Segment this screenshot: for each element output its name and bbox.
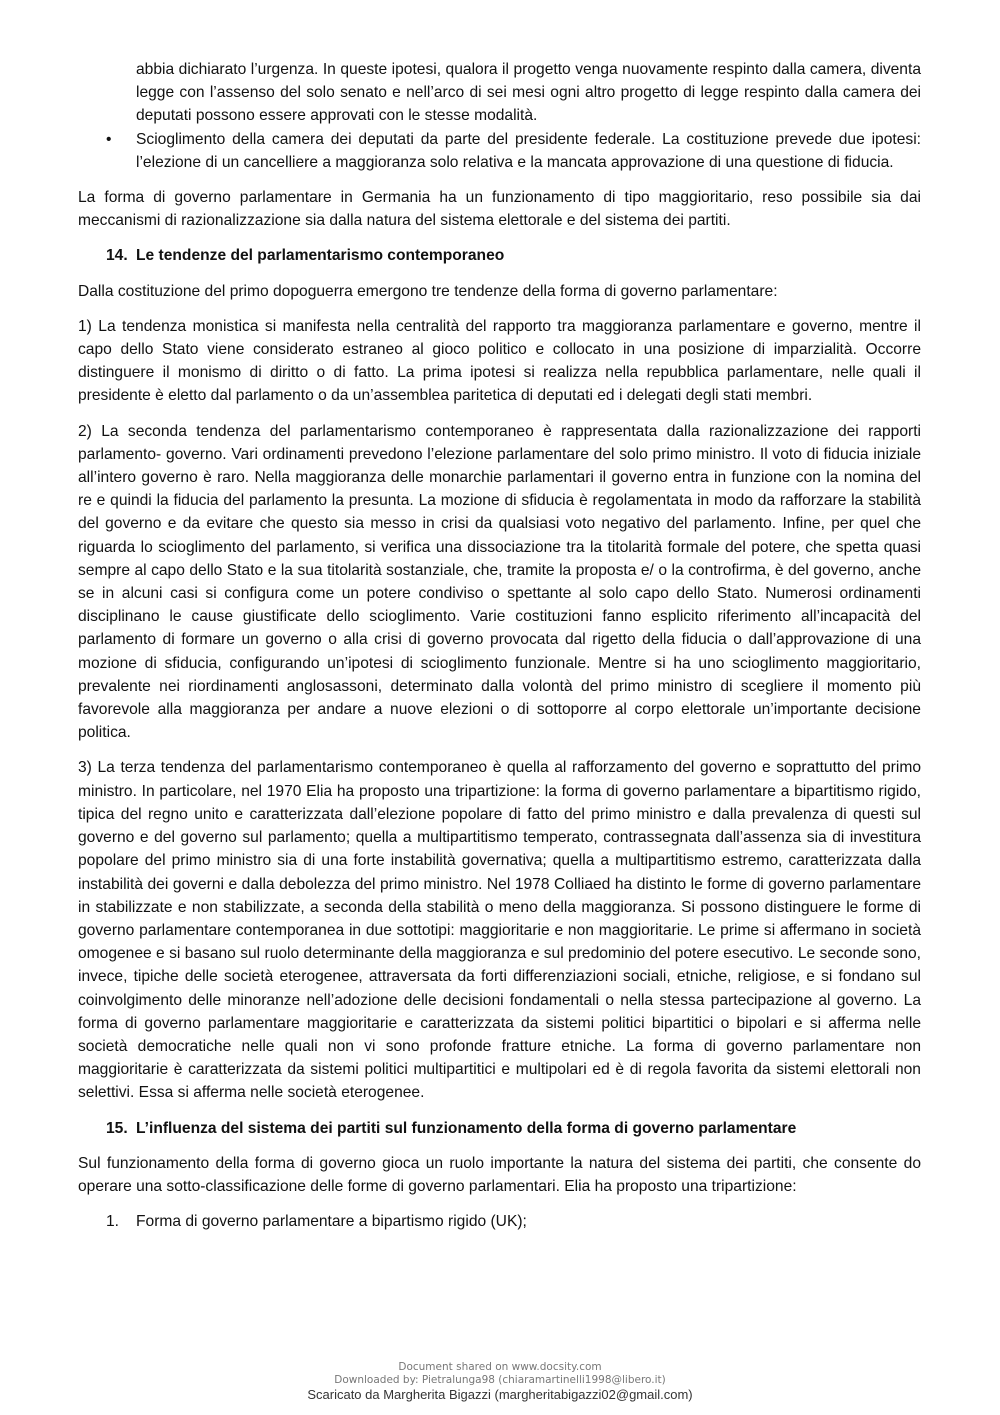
section-heading-14	[78, 244, 921, 267]
list-item-text: Forma di governo parlamentare a bipartismo rigido (UK);	[136, 1213, 527, 1231]
bullet-text: Scioglimento della camera dei deputati da parte del presidente federale. La costituzione prevede due ipotesi: l’elezione di un cancelliere a maggioranza solo relativa e la mancata approvazione di una questione di fiducia.	[136, 130, 921, 171]
footer-scaricato-line: Scaricato da Margherita Bigazzi (margheritabigazzi02@gmail.com)	[307, 1387, 693, 1402]
footer-downloaded-line: Downloaded by: Pietralunga98 (chiaramartinelli1998@libero.it)	[334, 1374, 666, 1386]
continuation-paragraph: abbia dichiarato l’urgenza. In queste ipotesi, qualora il progetto venga nuovamente respinto dalla camera, diventa legge con l’assenso del solo senato e nell’arco di sei mesi ogni altro progetto di legge respinto dalla camera dei deputati possono essere approvati con le stesse modalità.	[136, 61, 921, 125]
tendency-2-paragraph: 2) La seconda tendenza del parlamentarismo contemporaneo è rappresentata dalla razionalizzazione dei rapporti parlamento- governo. Vari ordinamenti prevedono l’elezione parlamentare del solo primo ministro. Il voto di fiducia iniziale all’intero governo è raro. Nella maggioranza delle monarchie parlamentari il governo entra in funzione con la nomina del re e quindi la fiducia del parlamento la presunta. La mozione di sfiducia è regolamentata in modo da rafforzare la stabilità del governo e da evitare che questo sia messo in crisi da qualsiasi voto negativo del parlamento. Infine, per quel che riguarda lo scioglimento del parlamento, si verifica una dissociazione tra la titolarità formale del potere, che spetta quasi sempre al capo dello Stato e la sua titolarità sostanziale, che, tramite la proposta e/ o la controfirma, è del governo, anche se in alcuni casi si configura come un potere condiviso o spettante al solo capo dello Stato. Numerosi ordinamenti disciplinano le cause giustificate dello scioglimento. Varie costituzioni fanno esplicito riferimento all’incapacità del parlamento di formare un governo o alla crisi di governo provocata dal rigetto della fiducia o dall’approvazione di una mozione di sfiducia, configurando un’ipotesi di scioglimento funzionale. Mentre si ha uno scioglimento maggioritario, prevalente nei riordinamenti anglosassoni, determinato dalla volontà del primo ministro di scegliere il momento più favorevole alla maggioranza per andare a nuove elezioni o di sottoporre al corpo elettorale un’importante decisione politica.	[78, 422, 921, 742]
intro-paragraph: Dalla costituzione del primo dopoguerra emergono tre tendenze della forma di governo parlamentare:	[78, 282, 778, 300]
section-number: 15.	[106, 1119, 128, 1137]
germany-paragraph: La forma di governo parlamentare in Germania ha un funzionamento di tipo maggioritario, reso possibile sia dai meccanismi di razionalizzazione sia dalla natura del sistema elettorale e del sistema dei partiti.	[78, 189, 921, 230]
bullet-icon: •	[106, 130, 112, 148]
document-page	[78, 58, 921, 1233]
numbered-list-item	[78, 1210, 921, 1233]
intro-paragraph: Sul funzionamento della forma di governo gioca un ruolo importante la natura del sistema dei partiti, che consente do operare una sotto-classificazione delle forme di governo parlamentari. Elia ha proposto una tripartizione:	[78, 1154, 921, 1195]
page-footer	[0, 1361, 1000, 1402]
footer-docsity-line: Document shared on www.docsity.com	[398, 1361, 602, 1373]
section-title: Le tendenze del parlamentarismo contemporaneo	[136, 247, 505, 265]
bullet-item	[78, 128, 921, 174]
section-heading-15	[78, 1117, 921, 1140]
tendency-3-paragraph: 3) La terza tendenza del parlamentarismo contemporaneo è quella al rafforzamento del governo e soprattutto del primo ministro. In particolare, nel 1970 Elia ha proposto una tripartizione: la forma di governo parlamentare a bipartitismo rigido, tipica del regno unito e caratterizzata dall’elezione popolare di fatto del primo ministro e dalla prevalenza di questi sul governo e del governo sul parlamento; quella a multipartitismo temperato, contrassegnata dall’assenza sia di investitura popolare del primo ministro sia di una forte instabilità governativa; quella a multipartitismo estremo, caratterizzata dalla instabilità dei governi e dalla debolezza del primo ministro. Nel 1978 Colliaed ha distinto le forme di governo parlamentare in stabilizzate e non stabilizzate, a seconda della stabilità o meno della maggioranza. Si possono distinguere le forme di governo parlamentare contemporanea in due sottotipi: maggioritarie e non maggioritarie. Le prime si affermano in società omogenee e si basano sul ruolo determinante della maggioranza e sul predominio del potere esecutivo. Le seconde sono, invece, tipiche delle società eterogenee, attraversata da forti differenziazioni sociali, etniche, religiose, e si fondano sul coinvolgimento delle minoranze nell’adozione delle decisioni fondamentali o nella stessa partecipazione al governo. La forma di governo parlamentare maggioritarie e caratterizzata da sistemi politici bipartitici o bipolari e si afferma nelle società democratiche nelle quali non vi sono profonde fratture etniche. La forma di governo parlamentare non maggioritarie è caratterizzata da sistemi politici multipartitici e multipolari ed è di regola favorita da sistemi elettorali non selettivi. Essa si afferma nelle società eterogenee.	[78, 759, 921, 1102]
section-title: L’influenza del sistema dei partiti sul funzionamento della forma di governo parlamentare	[136, 1119, 797, 1137]
tendency-1-paragraph: 1) La tendenza monistica si manifesta nella centralità del rapporto tra maggioranza parlamentare e governo, mentre il capo dello Stato viene considerato estraneo al gioco politico e collocato in una posizione di imparzialità. Occorre distinguere il monismo di diritto o di fatto. La prima ipotesi si realizza nella repubblica parlamentare, nelle quali il presidente è eletto dal parlamento o da un’assemblea paritetica di deputati ed i delegati degli stati membri.	[78, 317, 921, 405]
list-number: 1.	[106, 1213, 120, 1231]
section-number: 14.	[106, 247, 128, 265]
